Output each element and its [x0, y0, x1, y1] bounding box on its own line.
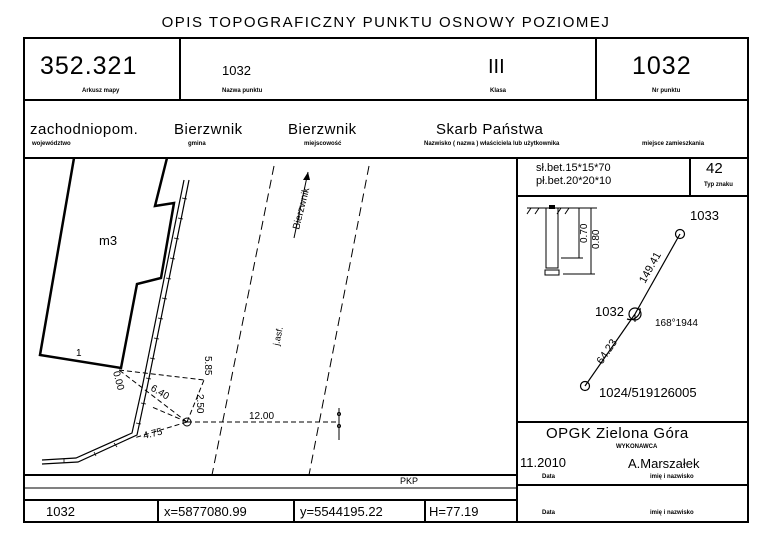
measure-640: 6.40	[148, 383, 171, 403]
executor-name-value: A.Marszałek	[628, 456, 700, 471]
place-value: Bierzwnik	[288, 121, 357, 138]
road-surface-label: j.asf.	[271, 325, 285, 347]
tie-angle: 168°1944	[655, 318, 698, 329]
building-outline	[40, 158, 174, 368]
building-label: m3	[99, 233, 118, 248]
measure-585: 5.85	[202, 356, 213, 376]
voivodeship-value: zachodniopom.	[30, 121, 139, 138]
pillar-head	[549, 205, 555, 209]
tie-point-center: 1032	[595, 304, 624, 319]
class-value: III	[488, 56, 505, 78]
voivodeship-label: województwo	[32, 141, 71, 147]
point-number-value: 1032	[632, 52, 692, 80]
concrete-pillar	[546, 208, 558, 268]
depth-2: 0.80	[591, 229, 602, 249]
owner-value: Skarb Państwa	[436, 121, 544, 138]
executor-company: OPGK Zielona Góra	[546, 425, 689, 442]
building-marker: 1	[76, 348, 82, 359]
class-label: Klasa	[490, 88, 507, 94]
rail-label-text: PKP	[400, 476, 419, 486]
tie-dist-top: 149.41	[637, 250, 664, 286]
measure-1200: 12.00	[249, 411, 275, 422]
mark-type-value: 42	[706, 160, 723, 177]
point-number-label: Nr punktu	[652, 88, 681, 94]
check-name-label: imię i nazwisko	[650, 510, 694, 516]
footer-h: H=77.19	[429, 504, 479, 519]
measure-000: 0.00	[110, 369, 126, 392]
owner-label: Nazwisko ( nazwa ) właściciela lub użytkownika	[424, 141, 560, 147]
footer-x: x=5877080.99	[164, 504, 247, 519]
commune-label: gmina	[188, 141, 206, 147]
road-edges	[212, 166, 369, 475]
tie-point-bottom: 1024/519126005	[599, 385, 697, 400]
residence-label: miejsce zamieszkania	[642, 141, 705, 147]
measure-250: 2.50	[194, 394, 205, 414]
check-date-label: Data	[542, 510, 556, 516]
executor-date-value: 11.2010	[520, 455, 567, 470]
tie-point-top: 1033	[690, 208, 719, 223]
point-name-label: Nazwa punktu	[222, 88, 263, 94]
executor-name-label: imię i nazwisko	[650, 474, 694, 480]
mark-type-label: Typ znaku	[704, 182, 733, 188]
footer-y: y=5544195.22	[300, 504, 383, 519]
sheet-value: 352.321	[40, 52, 138, 80]
street-label: Bierzwnik	[291, 186, 313, 231]
concrete-plate	[545, 270, 559, 275]
commune-value: Bierzwnik	[174, 121, 243, 138]
footer-point: 1032	[46, 504, 75, 519]
executor-date-label: Data	[542, 474, 556, 480]
measure-475: 4.75	[142, 426, 164, 442]
location-sketch	[24, 158, 517, 475]
mark-line-1: sł.bet.15*15*70	[536, 162, 611, 174]
place-label: miejscowość	[304, 141, 342, 147]
form-title: OPIS TOPOGRAFICZNY PUNKTU OSNOWY POZIOMEJ	[161, 14, 611, 31]
tie-dist-bottom: 64.23	[594, 337, 620, 367]
point-name-value: 1032	[222, 63, 251, 78]
mark-and-ties-diagram	[517, 196, 748, 422]
executor-company-label: WYKONAWCA	[616, 444, 658, 450]
depth-1: 0.70	[579, 223, 590, 243]
mark-line-2: pł.bet.20*20*10	[536, 175, 612, 187]
street-arrow-icon	[303, 172, 310, 180]
sheet-label: Arkusz mapy	[82, 88, 120, 94]
